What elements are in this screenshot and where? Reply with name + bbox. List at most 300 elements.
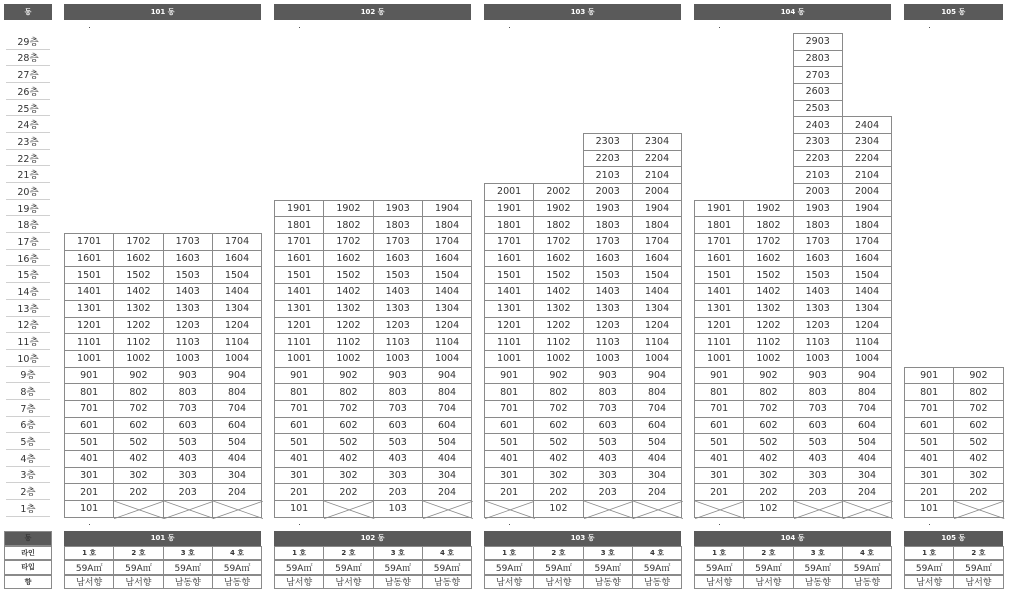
unit-cell[interactable]: 1301 [274, 300, 324, 318]
unit-cell[interactable]: 1903 [583, 200, 633, 218]
unit-cell[interactable]: 1603 [163, 250, 213, 268]
unit-cell[interactable]: 1802 [743, 216, 793, 234]
unit-cell[interactable]: 904 [842, 367, 892, 385]
unit-cell[interactable]: 2204 [842, 150, 892, 168]
unit-cell[interactable]: 303 [793, 467, 843, 485]
unit-cell[interactable]: 1904 [422, 200, 472, 218]
unit-cell[interactable]: 1304 [632, 300, 682, 318]
unit-cell[interactable]: 304 [632, 467, 682, 485]
unit-cell[interactable]: 801 [274, 383, 324, 401]
unit-cell[interactable]: 1502 [113, 266, 163, 284]
unit-cell[interactable]: 1902 [743, 200, 793, 218]
unit-cell[interactable]: 202 [323, 483, 373, 501]
unit-cell[interactable]: 701 [64, 400, 114, 418]
unit-cell[interactable]: 1402 [323, 283, 373, 301]
unit-cell[interactable]: 2304 [842, 133, 892, 151]
unit-cell[interactable]: 703 [373, 400, 423, 418]
unit-cell[interactable]: 1304 [842, 300, 892, 318]
unit-cell[interactable]: 903 [793, 367, 843, 385]
unit-cell[interactable]: 204 [422, 483, 472, 501]
unit-cell[interactable]: 901 [904, 367, 954, 385]
unit-cell[interactable]: 1603 [373, 250, 423, 268]
unit-cell[interactable]: 1002 [533, 350, 583, 368]
unit-cell[interactable]: 1302 [323, 300, 373, 318]
unit-cell[interactable]: 1901 [484, 200, 534, 218]
unit-cell[interactable]: 201 [64, 483, 114, 501]
unit-cell[interactable]: 1703 [373, 233, 423, 251]
unit-cell[interactable]: 501 [904, 433, 954, 451]
unit-cell[interactable]: 901 [274, 367, 324, 385]
unit-cell[interactable]: 1801 [274, 216, 324, 234]
unit-cell[interactable]: 701 [274, 400, 324, 418]
unit-cell[interactable]: 1003 [163, 350, 213, 368]
unit-cell[interactable]: 1802 [323, 216, 373, 234]
unit-cell[interactable]: 803 [163, 383, 213, 401]
unit-cell[interactable]: 502 [533, 433, 583, 451]
unit-cell[interactable]: 202 [113, 483, 163, 501]
unit-cell[interactable]: 502 [743, 433, 793, 451]
unit-cell[interactable]: 1302 [743, 300, 793, 318]
unit-cell[interactable]: 801 [904, 383, 954, 401]
unit-cell[interactable]: 704 [212, 400, 262, 418]
unit-cell[interactable]: 201 [694, 483, 744, 501]
unit-cell[interactable]: 504 [632, 433, 682, 451]
unit-cell[interactable]: 1701 [484, 233, 534, 251]
unit-cell[interactable]: 1701 [274, 233, 324, 251]
unit-cell[interactable]: 1603 [583, 250, 633, 268]
unit-cell[interactable]: 1201 [694, 317, 744, 335]
unit-cell[interactable]: 1702 [743, 233, 793, 251]
unit-cell[interactable]: 403 [373, 450, 423, 468]
unit-cell[interactable]: 101 [274, 500, 324, 518]
unit-cell[interactable]: 1901 [274, 200, 324, 218]
unit-cell[interactable]: 1502 [743, 266, 793, 284]
unit-cell[interactable]: 602 [953, 417, 1003, 435]
unit-cell[interactable]: 2104 [632, 166, 682, 184]
unit-cell[interactable]: 1301 [484, 300, 534, 318]
unit-cell[interactable]: 303 [373, 467, 423, 485]
unit-cell[interactable]: 1101 [694, 333, 744, 351]
unit-cell[interactable]: 1102 [113, 333, 163, 351]
unit-cell[interactable]: 1403 [373, 283, 423, 301]
unit-cell[interactable]: 504 [422, 433, 472, 451]
unit-cell[interactable]: 1401 [64, 283, 114, 301]
unit-cell[interactable]: 1204 [632, 317, 682, 335]
unit-cell[interactable]: 2303 [793, 133, 843, 151]
unit-cell[interactable]: 303 [583, 467, 633, 485]
unit-cell[interactable]: 202 [533, 483, 583, 501]
unit-cell[interactable]: 702 [743, 400, 793, 418]
unit-cell[interactable]: 2001 [484, 183, 534, 201]
unit-cell[interactable]: 403 [583, 450, 633, 468]
unit-cell[interactable]: 802 [953, 383, 1003, 401]
unit-cell[interactable]: 903 [163, 367, 213, 385]
unit-cell[interactable]: 601 [64, 417, 114, 435]
unit-cell[interactable]: 1203 [163, 317, 213, 335]
unit-cell[interactable]: 502 [953, 433, 1003, 451]
unit-cell[interactable]: 1204 [842, 317, 892, 335]
unit-cell[interactable]: 1002 [113, 350, 163, 368]
unit-cell[interactable]: 1601 [64, 250, 114, 268]
unit-cell[interactable]: 1203 [793, 317, 843, 335]
unit-cell[interactable]: 302 [113, 467, 163, 485]
unit-cell[interactable]: 703 [583, 400, 633, 418]
unit-cell[interactable]: 1102 [743, 333, 793, 351]
unit-cell[interactable]: 303 [163, 467, 213, 485]
unit-cell[interactable]: 1404 [212, 283, 262, 301]
unit-cell[interactable]: 801 [64, 383, 114, 401]
unit-cell[interactable]: 1903 [793, 200, 843, 218]
unit-cell[interactable]: 1104 [842, 333, 892, 351]
unit-cell[interactable]: 902 [533, 367, 583, 385]
unit-cell[interactable]: 1403 [793, 283, 843, 301]
unit-cell[interactable]: 1304 [422, 300, 472, 318]
unit-cell[interactable]: 2004 [632, 183, 682, 201]
unit-cell[interactable]: 701 [694, 400, 744, 418]
unit-cell[interactable]: 1201 [64, 317, 114, 335]
unit-cell[interactable]: 804 [212, 383, 262, 401]
unit-cell[interactable]: 2104 [842, 166, 892, 184]
unit-cell[interactable]: 2203 [793, 150, 843, 168]
unit-cell[interactable]: 401 [694, 450, 744, 468]
unit-cell[interactable]: 401 [904, 450, 954, 468]
unit-cell[interactable]: 903 [583, 367, 633, 385]
unit-cell[interactable]: 1702 [113, 233, 163, 251]
unit-cell[interactable]: 1501 [274, 266, 324, 284]
unit-cell[interactable]: 304 [422, 467, 472, 485]
unit-cell[interactable]: 801 [484, 383, 534, 401]
unit-cell[interactable]: 1501 [484, 266, 534, 284]
unit-cell[interactable]: 1003 [583, 350, 633, 368]
unit-cell[interactable]: 1104 [212, 333, 262, 351]
unit-cell[interactable]: 803 [793, 383, 843, 401]
unit-cell[interactable]: 703 [793, 400, 843, 418]
unit-cell[interactable]: 203 [793, 483, 843, 501]
unit-cell[interactable]: 1102 [323, 333, 373, 351]
unit-cell[interactable]: 1101 [484, 333, 534, 351]
unit-cell[interactable]: 1203 [373, 317, 423, 335]
unit-cell[interactable]: 403 [793, 450, 843, 468]
unit-cell[interactable]: 1703 [583, 233, 633, 251]
unit-cell[interactable]: 401 [274, 450, 324, 468]
unit-cell[interactable]: 1901 [694, 200, 744, 218]
unit-cell[interactable]: 1004 [212, 350, 262, 368]
unit-cell[interactable]: 1803 [583, 216, 633, 234]
unit-cell[interactable]: 201 [484, 483, 534, 501]
unit-cell[interactable]: 401 [64, 450, 114, 468]
unit-cell[interactable]: 302 [953, 467, 1003, 485]
unit-cell[interactable]: 2004 [842, 183, 892, 201]
unit-cell[interactable]: 1204 [422, 317, 472, 335]
unit-cell[interactable]: 1301 [694, 300, 744, 318]
unit-cell[interactable]: 2703 [793, 66, 843, 84]
unit-cell[interactable]: 103 [373, 500, 423, 518]
unit-cell[interactable]: 704 [632, 400, 682, 418]
unit-cell[interactable]: 2002 [533, 183, 583, 201]
unit-cell[interactable]: 1101 [64, 333, 114, 351]
unit-cell[interactable]: 304 [212, 467, 262, 485]
unit-cell[interactable]: 601 [274, 417, 324, 435]
unit-cell[interactable]: 203 [583, 483, 633, 501]
unit-cell[interactable]: 601 [484, 417, 534, 435]
unit-cell[interactable]: 604 [422, 417, 472, 435]
unit-cell[interactable]: 1503 [373, 266, 423, 284]
unit-cell[interactable]: 2404 [842, 116, 892, 134]
unit-cell[interactable]: 1103 [583, 333, 633, 351]
unit-cell[interactable]: 1401 [484, 283, 534, 301]
unit-cell[interactable]: 704 [422, 400, 472, 418]
unit-cell[interactable]: 1803 [373, 216, 423, 234]
unit-cell[interactable]: 1602 [323, 250, 373, 268]
unit-cell[interactable]: 501 [274, 433, 324, 451]
unit-cell[interactable]: 1202 [323, 317, 373, 335]
unit-cell[interactable]: 503 [163, 433, 213, 451]
unit-cell[interactable]: 1202 [743, 317, 793, 335]
unit-cell[interactable]: 1003 [793, 350, 843, 368]
unit-cell[interactable]: 601 [904, 417, 954, 435]
unit-cell[interactable]: 404 [212, 450, 262, 468]
unit-cell[interactable]: 2403 [793, 116, 843, 134]
unit-cell[interactable]: 1001 [484, 350, 534, 368]
unit-cell[interactable]: 604 [632, 417, 682, 435]
unit-cell[interactable]: 1104 [632, 333, 682, 351]
unit-cell[interactable]: 204 [842, 483, 892, 501]
unit-cell[interactable]: 1703 [793, 233, 843, 251]
unit-cell[interactable]: 901 [484, 367, 534, 385]
unit-cell[interactable]: 2303 [583, 133, 633, 151]
unit-cell[interactable]: 1704 [422, 233, 472, 251]
unit-cell[interactable]: 1604 [842, 250, 892, 268]
unit-cell[interactable]: 1504 [422, 266, 472, 284]
unit-cell[interactable]: 1002 [743, 350, 793, 368]
unit-cell[interactable]: 501 [694, 433, 744, 451]
unit-cell[interactable]: 1302 [533, 300, 583, 318]
unit-cell[interactable]: 203 [373, 483, 423, 501]
unit-cell[interactable]: 2003 [793, 183, 843, 201]
unit-cell[interactable]: 1801 [694, 216, 744, 234]
unit-cell[interactable]: 1604 [422, 250, 472, 268]
unit-cell[interactable]: 2603 [793, 83, 843, 101]
unit-cell[interactable]: 604 [212, 417, 262, 435]
unit-cell[interactable]: 802 [323, 383, 373, 401]
unit-cell[interactable]: 802 [743, 383, 793, 401]
unit-cell[interactable]: 1402 [743, 283, 793, 301]
unit-cell[interactable]: 1502 [533, 266, 583, 284]
unit-cell[interactable]: 201 [274, 483, 324, 501]
unit-cell[interactable]: 304 [842, 467, 892, 485]
unit-cell[interactable]: 1303 [163, 300, 213, 318]
unit-cell[interactable]: 1304 [212, 300, 262, 318]
unit-cell[interactable]: 1801 [484, 216, 534, 234]
unit-cell[interactable]: 302 [323, 467, 373, 485]
unit-cell[interactable]: 602 [533, 417, 583, 435]
unit-cell[interactable]: 602 [743, 417, 793, 435]
unit-cell[interactable]: 602 [323, 417, 373, 435]
unit-cell[interactable]: 802 [533, 383, 583, 401]
unit-cell[interactable]: 504 [212, 433, 262, 451]
unit-cell[interactable]: 2003 [583, 183, 633, 201]
unit-cell[interactable]: 503 [583, 433, 633, 451]
unit-cell[interactable]: 901 [694, 367, 744, 385]
unit-cell[interactable]: 601 [694, 417, 744, 435]
unit-cell[interactable]: 702 [953, 400, 1003, 418]
unit-cell[interactable]: 404 [422, 450, 472, 468]
unit-cell[interactable]: 301 [274, 467, 324, 485]
unit-cell[interactable]: 1504 [212, 266, 262, 284]
unit-cell[interactable]: 901 [64, 367, 114, 385]
unit-cell[interactable]: 1103 [373, 333, 423, 351]
unit-cell[interactable]: 403 [163, 450, 213, 468]
unit-cell[interactable]: 1303 [583, 300, 633, 318]
unit-cell[interactable]: 502 [323, 433, 373, 451]
unit-cell[interactable]: 702 [113, 400, 163, 418]
unit-cell[interactable]: 1504 [842, 266, 892, 284]
unit-cell[interactable]: 1203 [583, 317, 633, 335]
unit-cell[interactable]: 902 [323, 367, 373, 385]
unit-cell[interactable]: 502 [113, 433, 163, 451]
unit-cell[interactable]: 2103 [793, 166, 843, 184]
unit-cell[interactable]: 1201 [484, 317, 534, 335]
unit-cell[interactable]: 702 [533, 400, 583, 418]
unit-cell[interactable]: 701 [484, 400, 534, 418]
unit-cell[interactable]: 1803 [793, 216, 843, 234]
unit-cell[interactable]: 402 [953, 450, 1003, 468]
unit-cell[interactable]: 1403 [163, 283, 213, 301]
unit-cell[interactable]: 902 [743, 367, 793, 385]
unit-cell[interactable]: 101 [64, 500, 114, 518]
unit-cell[interactable]: 1402 [533, 283, 583, 301]
unit-cell[interactable]: 1802 [533, 216, 583, 234]
unit-cell[interactable]: 402 [323, 450, 373, 468]
unit-cell[interactable]: 2103 [583, 166, 633, 184]
unit-cell[interactable]: 904 [632, 367, 682, 385]
unit-cell[interactable]: 2903 [793, 33, 843, 51]
unit-cell[interactable]: 1704 [212, 233, 262, 251]
unit-cell[interactable]: 803 [583, 383, 633, 401]
unit-cell[interactable]: 1401 [694, 283, 744, 301]
unit-cell[interactable]: 1102 [533, 333, 583, 351]
unit-cell[interactable]: 1103 [163, 333, 213, 351]
unit-cell[interactable]: 302 [743, 467, 793, 485]
unit-cell[interactable]: 1004 [422, 350, 472, 368]
unit-cell[interactable]: 1502 [323, 266, 373, 284]
unit-cell[interactable]: 1503 [163, 266, 213, 284]
unit-cell[interactable]: 1503 [583, 266, 633, 284]
unit-cell[interactable]: 904 [422, 367, 472, 385]
unit-cell[interactable]: 1703 [163, 233, 213, 251]
unit-cell[interactable]: 1503 [793, 266, 843, 284]
unit-cell[interactable]: 903 [373, 367, 423, 385]
unit-cell[interactable]: 1004 [842, 350, 892, 368]
unit-cell[interactable]: 1804 [842, 216, 892, 234]
unit-cell[interactable]: 202 [953, 483, 1003, 501]
unit-cell[interactable]: 603 [793, 417, 843, 435]
unit-cell[interactable]: 1201 [274, 317, 324, 335]
unit-cell[interactable]: 1403 [583, 283, 633, 301]
unit-cell[interactable]: 1701 [64, 233, 114, 251]
unit-cell[interactable]: 1904 [842, 200, 892, 218]
unit-cell[interactable]: 301 [484, 467, 534, 485]
unit-cell[interactable]: 1103 [793, 333, 843, 351]
unit-cell[interactable]: 102 [743, 500, 793, 518]
unit-cell[interactable]: 1401 [274, 283, 324, 301]
unit-cell[interactable]: 1904 [632, 200, 682, 218]
unit-cell[interactable]: 1002 [323, 350, 373, 368]
unit-cell[interactable]: 501 [484, 433, 534, 451]
unit-cell[interactable]: 1302 [113, 300, 163, 318]
unit-cell[interactable]: 803 [373, 383, 423, 401]
unit-cell[interactable]: 504 [842, 433, 892, 451]
unit-cell[interactable]: 404 [842, 450, 892, 468]
unit-cell[interactable]: 1704 [842, 233, 892, 251]
unit-cell[interactable]: 203 [163, 483, 213, 501]
unit-cell[interactable]: 1404 [842, 283, 892, 301]
unit-cell[interactable]: 1702 [533, 233, 583, 251]
unit-cell[interactable]: 1404 [422, 283, 472, 301]
unit-cell[interactable]: 503 [793, 433, 843, 451]
unit-cell[interactable]: 1601 [694, 250, 744, 268]
unit-cell[interactable]: 1402 [113, 283, 163, 301]
unit-cell[interactable]: 904 [212, 367, 262, 385]
unit-cell[interactable]: 1001 [274, 350, 324, 368]
unit-cell[interactable]: 1701 [694, 233, 744, 251]
unit-cell[interactable]: 404 [632, 450, 682, 468]
unit-cell[interactable]: 604 [842, 417, 892, 435]
unit-cell[interactable]: 704 [842, 400, 892, 418]
unit-cell[interactable]: 1303 [793, 300, 843, 318]
unit-cell[interactable]: 501 [64, 433, 114, 451]
unit-cell[interactable]: 402 [743, 450, 793, 468]
unit-cell[interactable]: 603 [373, 417, 423, 435]
unit-cell[interactable]: 1101 [274, 333, 324, 351]
unit-cell[interactable]: 804 [422, 383, 472, 401]
unit-cell[interactable]: 1501 [64, 266, 114, 284]
unit-cell[interactable]: 2304 [632, 133, 682, 151]
unit-cell[interactable]: 702 [323, 400, 373, 418]
unit-cell[interactable]: 204 [212, 483, 262, 501]
unit-cell[interactable]: 1303 [373, 300, 423, 318]
unit-cell[interactable]: 701 [904, 400, 954, 418]
unit-cell[interactable]: 603 [583, 417, 633, 435]
unit-cell[interactable]: 1003 [373, 350, 423, 368]
unit-cell[interactable]: 804 [632, 383, 682, 401]
unit-cell[interactable]: 101 [904, 500, 954, 518]
unit-cell[interactable]: 1204 [212, 317, 262, 335]
unit-cell[interactable]: 902 [953, 367, 1003, 385]
unit-cell[interactable]: 1602 [743, 250, 793, 268]
unit-cell[interactable]: 2803 [793, 50, 843, 68]
unit-cell[interactable]: 1603 [793, 250, 843, 268]
unit-cell[interactable]: 301 [904, 467, 954, 485]
unit-cell[interactable]: 301 [694, 467, 744, 485]
unit-cell[interactable]: 201 [904, 483, 954, 501]
unit-cell[interactable]: 1902 [323, 200, 373, 218]
unit-cell[interactable]: 1001 [64, 350, 114, 368]
unit-cell[interactable]: 1604 [212, 250, 262, 268]
unit-cell[interactable]: 802 [113, 383, 163, 401]
unit-cell[interactable]: 1001 [694, 350, 744, 368]
unit-cell[interactable]: 603 [163, 417, 213, 435]
unit-cell[interactable]: 1804 [632, 216, 682, 234]
unit-cell[interactable]: 1202 [533, 317, 583, 335]
unit-cell[interactable]: 1404 [632, 283, 682, 301]
unit-cell[interactable]: 1902 [533, 200, 583, 218]
unit-cell[interactable]: 401 [484, 450, 534, 468]
unit-cell[interactable]: 703 [163, 400, 213, 418]
unit-cell[interactable]: 204 [632, 483, 682, 501]
unit-cell[interactable]: 1602 [113, 250, 163, 268]
unit-cell[interactable]: 1903 [373, 200, 423, 218]
